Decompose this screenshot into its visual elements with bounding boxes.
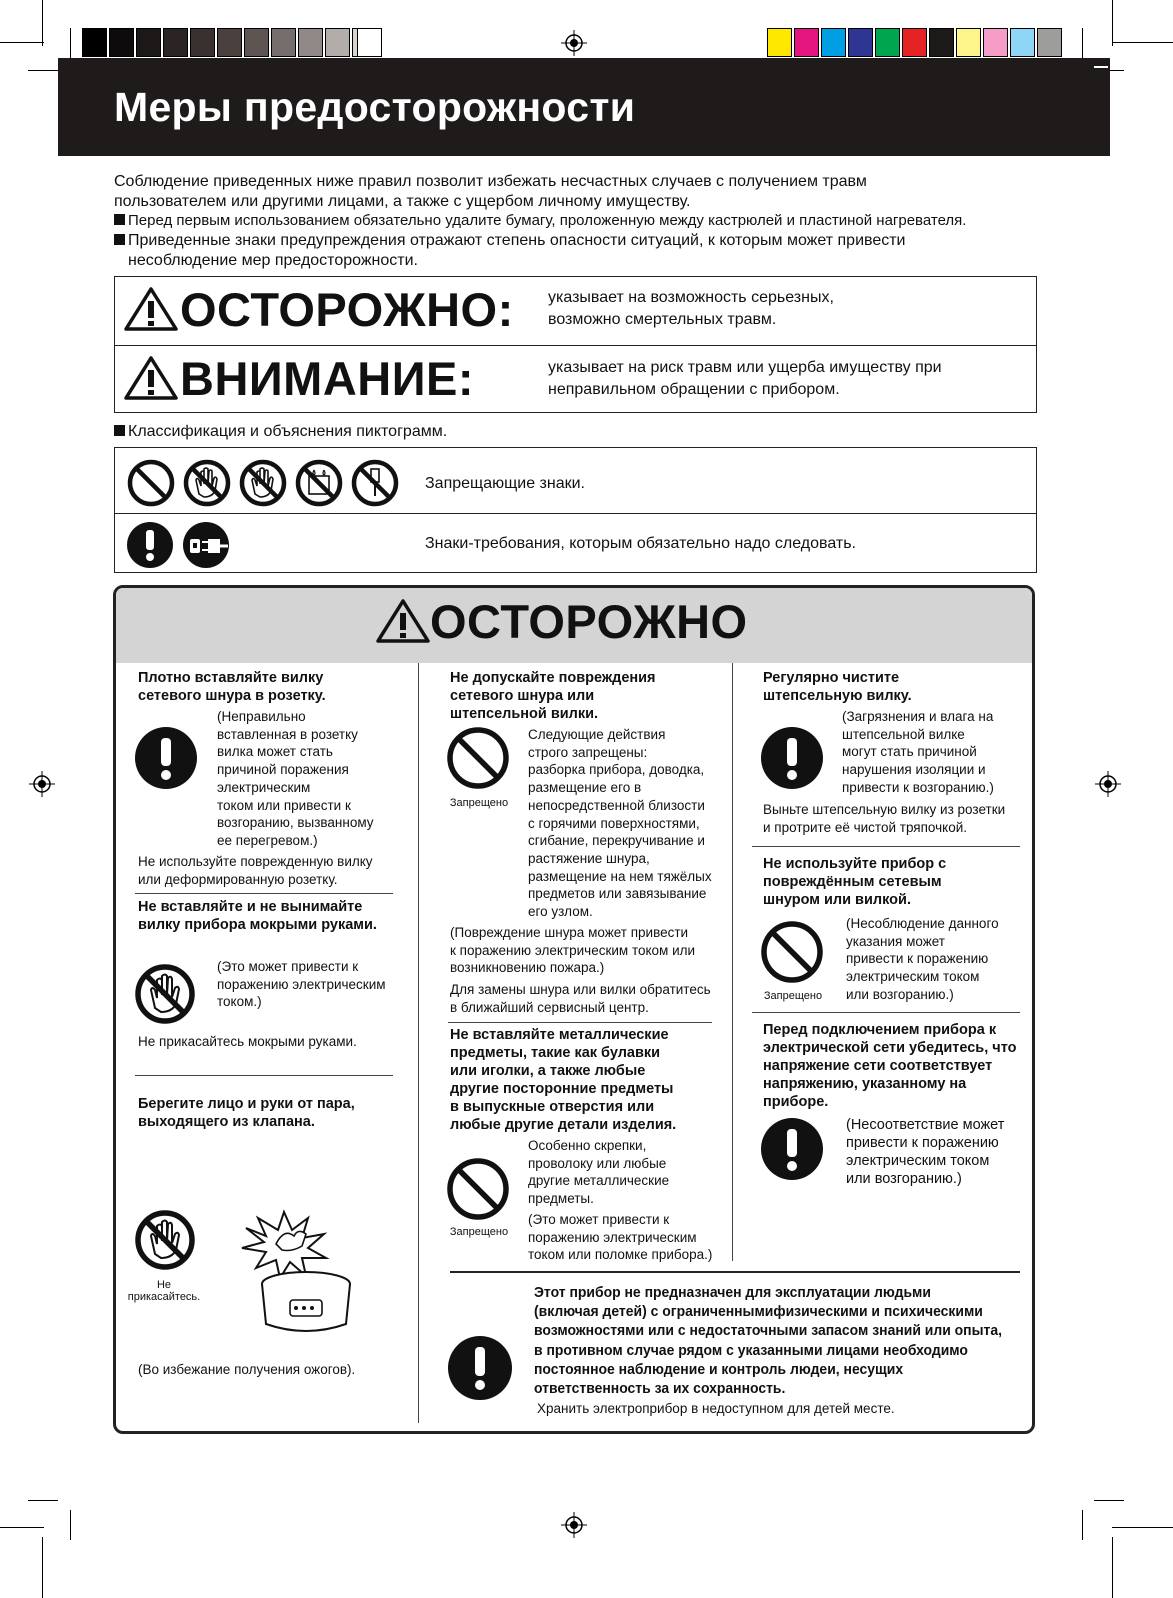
col3-explanation: (Несоответствие может привести к поражению электрическим током или возгоранию.) [846, 1117, 1005, 1187]
warning-triangle-icon [376, 598, 430, 644]
prohibition-icon [760, 920, 824, 984]
col3-explanation: (Загрязнения и влага на штепсельной вилке могут стать причиной нарушения изоляции и привести к возгоранию.) [842, 709, 994, 795]
no-water-icon [294, 458, 344, 508]
no-touch-icon [238, 458, 288, 508]
children-note: Хранить электроприбор в недоступном для детей месте. [537, 1401, 895, 1416]
color-swatch [1037, 28, 1062, 57]
title-bar-notch [1094, 66, 1108, 68]
children-warning: Этот прибор не предназначен для эксплуатации людьми (включая детей) с ограниченнымифизическими и психическими возможностями или с недостаточными запасом знаний или опыта, в противном случае рядом с указанными лицами необходимо постоянное наблюдение и контроль людеи, несущих ответственность за их сохранность. [534, 1284, 1002, 1398]
color-swatch [136, 28, 161, 57]
warning-desc: возможно смертельных травм. [548, 311, 777, 328]
color-swatch [875, 28, 900, 57]
col2-explanation: Следующие действия строго запрещены: разборка прибора, доводка, размещение его в непосредственной близости с горячими поверхностями, сгибание, перекручивание и растяжение шнура, размещение на нем тяжёлых предметов или завязывание его узлом. [528, 727, 712, 920]
warning-desc: указывает на возможность серьезных, [548, 289, 834, 306]
forbidden-caption: Запрещено [449, 797, 509, 809]
prohibition-icon [126, 458, 176, 508]
crop-mark [42, 1537, 43, 1598]
registration-mark-icon [561, 30, 587, 56]
divider [114, 345, 1037, 346]
intro-line: Соблюдение приведенных ниже правил позволит избежать несчастных случаев с получением травм [114, 173, 867, 190]
column-divider [418, 663, 419, 1423]
bullet-square-icon [114, 425, 125, 436]
col1-heading: Плотно вставляйте вилку сетевого шнура в розетку. [138, 670, 326, 704]
title-bar-tab [1082, 58, 1110, 156]
no-wet-hands-icon [182, 458, 232, 508]
color-swatch [1010, 28, 1035, 57]
warning-section-title: ОСТОРОЖНО [430, 595, 748, 648]
unplug-icon [182, 521, 230, 569]
color-swatch [271, 28, 296, 57]
caution-triangle-icon [124, 355, 178, 401]
mandatory-icon [126, 521, 174, 569]
forbidden-caption: Запрещено [449, 1226, 509, 1238]
color-swatch [794, 28, 819, 57]
no-wet-hands-icon [133, 962, 197, 1026]
intro-line: пользователем или другими лицами, а также с ущербом личному имуществу. [114, 193, 691, 210]
color-swatch [244, 28, 269, 57]
intro-bullet: Приведенные знаки предупреждения отражают степень опасности ситуаций, к которым может привести [114, 231, 905, 251]
col3-heading: Регулярно чистите штепсельную вилку. [763, 670, 912, 704]
col3-heading: Перед подключением прибора к электрической сети убедитесь, что напряжение сети соответствует напряжению, указанному на приборе. [763, 1022, 1017, 1110]
prohibit-label: Запрещающие знаки. [425, 475, 585, 492]
crop-mark [70, 1510, 71, 1540]
col1-heading: Берегите лицо и руки от пара, выходящего из клапана. [138, 1096, 355, 1130]
mandatory-icon [134, 726, 198, 790]
color-swatch [163, 28, 188, 57]
title-bar [58, 58, 1110, 156]
mandatory-icon [760, 1117, 824, 1181]
color-swatch [217, 28, 242, 57]
color-swatch [82, 28, 107, 57]
divider [448, 1022, 712, 1023]
registration-mark-icon [29, 771, 55, 797]
crop-mark [1082, 28, 1083, 58]
bullet-square-icon [114, 214, 125, 225]
crop-mark [28, 70, 58, 71]
col1-note: (Во избежание получения ожогов). [138, 1362, 356, 1377]
divider [135, 1075, 393, 1076]
crop-mark [1082, 1510, 1083, 1540]
color-swatch [325, 28, 350, 57]
col1-heading: Не вставляйте и не вынимайте вилку прибора мокрыми руками. [138, 899, 377, 933]
pictogram-heading: Классификация и объяснения пиктограмм. [114, 422, 447, 442]
warning-signal-word: ОСТОРОЖНО: [180, 283, 514, 336]
color-swatch [902, 28, 927, 57]
col1-explanation: (Это может привести к поражению электрическим током.) [217, 959, 386, 1010]
crop-mark [0, 1527, 44, 1528]
divider [752, 846, 1020, 847]
crop-mark [42, 0, 43, 46]
crop-mark [1112, 0, 1113, 46]
crop-mark [0, 42, 44, 43]
col2-explanation: (Это может привести к поражению электрическим током или поломке прибора.) [528, 1212, 713, 1263]
color-swatch [767, 28, 792, 57]
bullet-square-icon [114, 234, 125, 245]
divider [135, 893, 393, 894]
color-swatch [821, 28, 846, 57]
forbidden-caption: Запрещено [763, 990, 823, 1002]
crop-mark [1094, 1500, 1124, 1501]
color-swatch [929, 28, 954, 57]
col2-note: (Повреждение шнура может привести к поражению электрическим током или возникновению пожара.) [450, 925, 696, 976]
caution-desc: неправильном обращении с прибором. [548, 381, 840, 398]
page-title: Меры предосторожности [114, 84, 636, 130]
col1-explanation: (Неправильно вставленная в розетку вилка может стать причиной поражения электрическим током или привести к возгоранию, вызванному ее перегревом.) [217, 709, 374, 848]
registration-mark-icon [1095, 771, 1121, 797]
divider [752, 1012, 1020, 1013]
crop-mark [1112, 42, 1173, 43]
col3-explanation: (Несоблюдение данного указания может привести к поражению электрическим током или возгоранию.) [846, 916, 999, 1002]
icon-caption: Не прикасайтесь. [127, 1279, 201, 1303]
caution-desc: указывает на риск травм или ущерба имуществу при [548, 359, 942, 376]
intro-bullet: Перед первым использованием обязательно удалите бумагу, проложенную между кастрюлей и пластиной нагревателя. [114, 211, 966, 231]
col2-explanation: Особенно скрепки, проволоку или любые другие металлические предметы. [528, 1138, 670, 1207]
registration-mark-icon [561, 1512, 587, 1538]
no-touch-icon [133, 1208, 197, 1272]
col3-heading: Не используйте прибор с повреждённым сетевым шнуром или вилкой. [763, 856, 947, 908]
color-swatch [357, 28, 382, 57]
mandatory-label: Знаки-требования, которым обязательно надо следовать. [425, 535, 856, 552]
crop-mark [28, 1500, 58, 1501]
color-swatch [190, 28, 215, 57]
warning-triangle-icon [124, 286, 178, 332]
color-swatch [956, 28, 981, 57]
caution-signal-word: ВНИМАНИЕ: [180, 352, 474, 405]
prohibition-icon [446, 726, 510, 790]
col2-heading: Не вставляйте металлические предметы, такие как булавки или иголки, а также любые другие посторонние предметы в выпускные отверстия или любые другие детали изделия. [450, 1027, 677, 1133]
color-swatch [109, 28, 134, 57]
divider [450, 1271, 1020, 1273]
color-swatch [848, 28, 873, 57]
mandatory-icon [447, 1335, 513, 1401]
intro-line: несоблюдение мер предосторожности. [128, 252, 418, 269]
no-disassembly-icon [350, 458, 400, 508]
col1-note: Не прикасайтесь мокрыми руками. [138, 1034, 357, 1049]
divider [114, 513, 1037, 514]
col2-heading: Не допускайте повреждения сетевого шнура или штепсельной вилки. [450, 670, 656, 722]
crop-mark [1112, 1527, 1173, 1528]
mandatory-icon [760, 726, 824, 790]
crop-mark [70, 28, 71, 58]
col3-note: Выньте штепсельную вилку из розетки и протрите её чистой тряпочкой. [763, 802, 1006, 835]
color-swatch [983, 28, 1008, 57]
crop-mark [1112, 1537, 1113, 1598]
rice-cooker-steam-illustration [236, 1208, 366, 1338]
col2-note: Для замены шнура или вилки обратитесь в ближайший сервисный центр. [450, 982, 711, 1015]
color-swatch [298, 28, 323, 57]
prohibition-icon [446, 1157, 510, 1221]
column-divider [732, 663, 733, 1261]
col1-note: Не используйте поврежденную вилку или деформированную розетку. [138, 854, 373, 887]
